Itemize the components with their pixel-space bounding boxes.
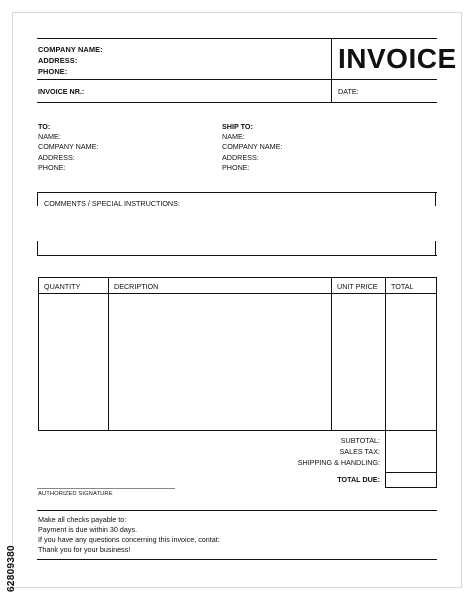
items-col-divider-3 <box>385 277 386 431</box>
bill-to-company: COMPANY NAME: <box>38 142 99 152</box>
items-table-header-rule <box>38 293 437 294</box>
header-bottom-rule <box>37 102 437 103</box>
footer-line-questions: If you have any questions concerning this invoice, contat: <box>38 535 220 544</box>
comments-top-rule <box>37 192 437 193</box>
bill-to-block <box>38 122 98 173</box>
column-header-quantity: QUANTITY <box>44 282 81 291</box>
comments-left-tick-bottom <box>37 241 38 256</box>
comments-label: COMMENTS / SPECIAL INSTRUCTIONS: <box>44 199 180 208</box>
comments-right-tick-top <box>435 192 436 206</box>
footer-notes <box>38 515 220 555</box>
ship-to-name: NAME: <box>222 132 245 142</box>
totals-left-rule <box>385 431 386 488</box>
shipping-label: SHIPPING & HANDLING: <box>297 458 380 467</box>
column-header-total: TOTAL <box>391 282 414 291</box>
footer-top-rule <box>37 510 437 511</box>
company-name-label: COMPANY NAME: <box>38 45 103 54</box>
items-col-divider-2 <box>331 277 332 431</box>
totals-right-rule <box>436 431 437 488</box>
ship-to-block <box>222 122 282 173</box>
column-header-description: DECRIPTION <box>114 282 159 291</box>
ship-to-address: ADDRESS: <box>222 152 259 162</box>
header-mid-rule <box>37 79 437 80</box>
bill-to-heading: TO: <box>38 122 51 131</box>
signature-label: AUTHORIZED SIGNATURE <box>38 491 113 497</box>
comments-bottom-rule <box>37 255 437 256</box>
stock-image-id: 62809380 <box>6 545 17 592</box>
subtotal-label: SUBTOTAL: <box>340 436 380 445</box>
footer-line-payment: Payment is due within 30 days. <box>38 525 138 534</box>
comments-left-tick-top <box>37 192 38 206</box>
footer-line-checks: Make all checks payable to: <box>38 515 127 524</box>
invoice-title: INVOICE <box>338 43 457 74</box>
invoice-number-label: INVOICE NR.: <box>38 87 85 96</box>
column-header-unit-price: UNIT PRICE <box>337 282 378 291</box>
phone-label: PHONE: <box>38 67 68 76</box>
bill-to-phone: PHONE: <box>38 162 66 172</box>
sales-tax-label: SALES TAX: <box>339 447 380 456</box>
address-label: ADDRESS: <box>38 56 78 65</box>
bill-to-name: NAME: <box>38 132 61 142</box>
ship-to-phone: PHONE: <box>222 162 250 172</box>
items-table <box>38 277 437 431</box>
footer-bottom-rule <box>37 559 437 560</box>
totals-shipping-rule <box>385 472 437 473</box>
items-col-divider-1 <box>108 277 109 431</box>
footer-line-thanks: Thank you for your business! <box>38 545 131 554</box>
header-top-rule <box>37 38 437 39</box>
totals-bottom-rule <box>385 487 437 488</box>
bill-to-address: ADDRESS: <box>38 152 75 162</box>
date-label: DATE: <box>338 87 359 96</box>
company-block <box>38 44 103 77</box>
total-due-label: TOTAL DUE: <box>337 475 380 484</box>
header-divider <box>331 38 332 102</box>
comments-right-tick-bottom <box>435 241 436 256</box>
signature-line <box>37 488 175 489</box>
ship-to-heading: SHIP TO: <box>222 122 253 131</box>
ship-to-company: COMPANY NAME: <box>222 142 283 152</box>
